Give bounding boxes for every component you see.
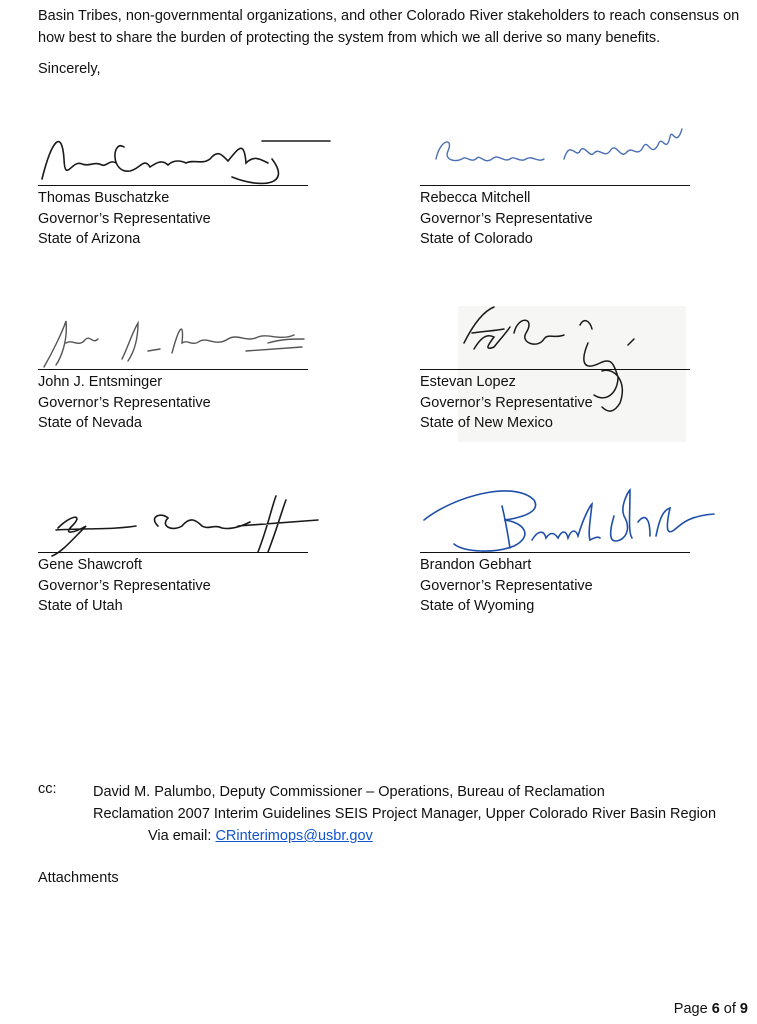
cc-recipient-1: David M. Palumbo, Deputy Commissioner – Operations, Bureau of Reclamation (93, 784, 605, 800)
signatory-name: John J. Entsminger (38, 374, 163, 390)
signatory-name: Brandon Gebhart (420, 557, 532, 573)
signature-line (38, 185, 308, 186)
closing-paragraph: Basin Tribes, non-governmental organizations, and other Colorado River stakeholders to reach consensus on how best to share the burden of protecting the system from which we all derive so many benefits. (38, 8, 740, 46)
signatory-state: State of Utah (38, 598, 123, 614)
signatory-name: Estevan Lopez (420, 374, 516, 390)
signatory-state: State of Arizona (38, 231, 141, 247)
page-total: 9 (739, 1001, 748, 1017)
page-footer (674, 1001, 748, 1017)
signatory-title: Governor’s Representative (38, 210, 211, 227)
signatory-state: State of Wyoming (420, 598, 535, 614)
signature-line (420, 185, 690, 186)
signatory-title: Governor’s Representative (38, 577, 211, 594)
page-of-word: of (719, 1001, 740, 1017)
signatory-name: Gene Shawcroft (38, 557, 142, 573)
signatory-title: Governor’s Representative (38, 394, 211, 411)
signature-line (420, 552, 690, 553)
cc-email-line (93, 825, 716, 847)
signatory-name: Rebecca Mitchell (420, 190, 531, 206)
signatory-title: Governor’s Representative (420, 210, 593, 227)
attachments-label: Attachments (38, 870, 119, 886)
cc-email-link[interactable]: CRinterimops@usbr.gov (215, 828, 373, 844)
page-word: Page (673, 1001, 712, 1017)
signatory-name: Thomas Buschatzke (38, 190, 170, 206)
signature-line (38, 369, 308, 370)
cc-email-prefix: Via email: (148, 828, 216, 844)
signatory-title: Governor’s Representative (420, 577, 593, 594)
cc-label: cc: (38, 781, 57, 797)
signatory-title: Governor’s Representative (420, 394, 593, 411)
signature-line (38, 552, 308, 553)
signatory-state: State of Colorado (420, 231, 533, 247)
signature-line (420, 369, 690, 370)
page-current: 6 (711, 1001, 720, 1017)
signatory-state: State of New Mexico (420, 415, 553, 431)
cc-recipients (93, 781, 716, 847)
signatory-state: State of Nevada (38, 415, 142, 431)
cc-recipient-2: Reclamation 2007 Interim Guidelines SEIS Project Manager, Upper Colorado River Basin Region (93, 806, 717, 822)
salutation: Sincerely, (38, 61, 101, 77)
